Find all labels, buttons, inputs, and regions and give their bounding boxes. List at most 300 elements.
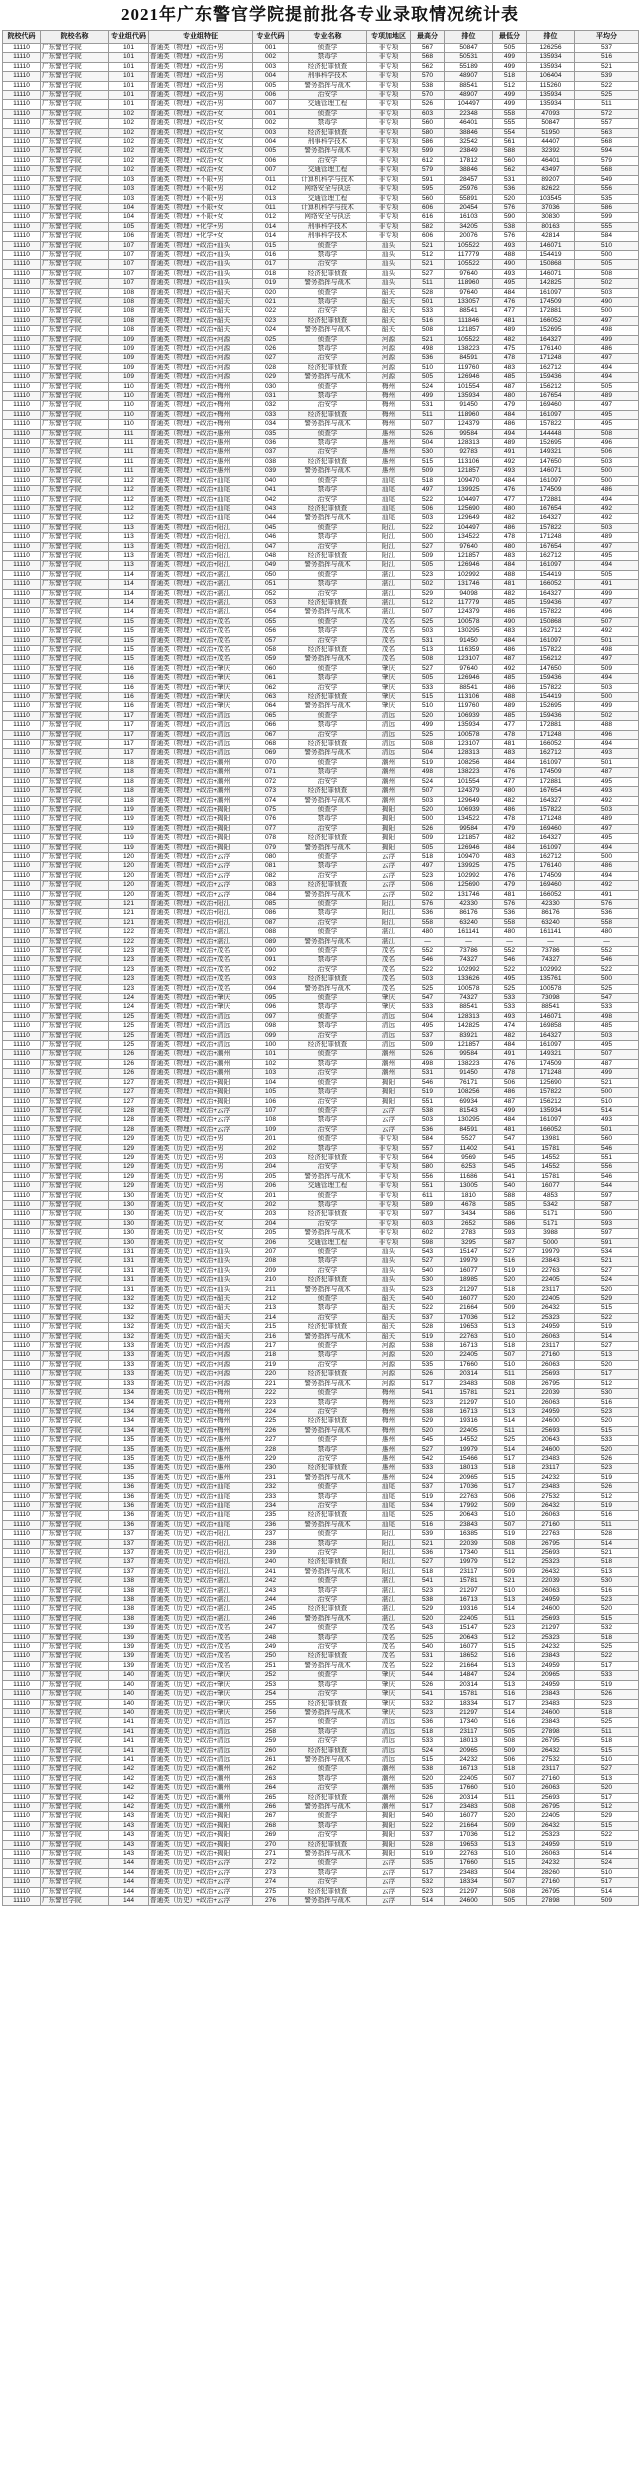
table-cell: 惠州 [367, 1464, 411, 1473]
table-cell: 137 [109, 1567, 149, 1576]
table-cell: 496 [575, 439, 639, 448]
table-row [3, 1473, 639, 1482]
table-cell: 079 [253, 843, 289, 852]
table-cell: 495 [575, 551, 639, 560]
table-cell: 480 [493, 787, 527, 796]
table-cell: 11110 [3, 787, 41, 796]
table-cell: 普通类（历史）+政治+汕尾 [149, 1501, 253, 1510]
table-cell: 486 [493, 608, 527, 617]
table-cell: 普通类（物理）+不限+男 [149, 175, 253, 184]
table-cell: 502 [411, 580, 445, 589]
table-cell: 23117 [445, 1567, 493, 1576]
table-cell: 545 [493, 1163, 527, 1172]
table-cell: 157822 [527, 1088, 575, 1097]
table-row [3, 128, 639, 137]
table-cell: 广东警官学院 [41, 213, 109, 222]
table-cell: 108256 [445, 1088, 493, 1097]
table-cell: 485 [493, 674, 527, 683]
table-cell: 广东警官学院 [41, 81, 109, 90]
table-cell: 治安学 [289, 542, 367, 551]
table-cell: 253 [253, 1680, 289, 1689]
table-row [3, 1022, 639, 1031]
table-cell: 广东警官学院 [41, 918, 109, 927]
table-cell: 侦查学 [289, 1812, 367, 1821]
table-cell: 113106 [445, 457, 493, 466]
table-cell: 11110 [3, 937, 41, 946]
table-cell: 082 [253, 871, 289, 880]
table-cell: 普通类（物理）+政治+清远 [149, 1041, 253, 1050]
table-cell: 484 [493, 636, 527, 645]
table-cell: 11110 [3, 448, 41, 457]
table-cell: 599 [575, 213, 639, 222]
table-cell: 普通类（物理）+政治+肇庆 [149, 1003, 253, 1012]
table-cell: 154419 [527, 570, 575, 579]
table-cell: 治安学 [289, 683, 367, 692]
table-cell: 529 [411, 1605, 445, 1614]
table-cell: 112 [109, 486, 149, 495]
table-cell: 138 [109, 1577, 149, 1586]
table-cell: 广东警官学院 [41, 1285, 109, 1294]
table-cell: 129 [109, 1135, 149, 1144]
table-cell: 84591 [445, 1125, 493, 1134]
table-cell: 普通类（物理）+化学+男 [149, 222, 253, 231]
table-cell: 侦查学 [289, 288, 367, 297]
table-cell: 11110 [3, 100, 41, 109]
table-cell: 梅州 [367, 382, 411, 391]
table-cell: 阳江 [367, 1530, 411, 1539]
table-cell: 禁毒学 [289, 1492, 367, 1501]
table-cell: 广东警官学院 [41, 1370, 109, 1379]
table-cell: 非专项 [367, 1219, 411, 1228]
table-cell: 523 [411, 570, 445, 579]
table-cell: 揭阳 [367, 1840, 411, 1849]
table-cell: 广东警官学院 [41, 899, 109, 908]
table-cell: 540 [411, 1643, 445, 1652]
table-cell: 521 [411, 260, 445, 269]
table-cell: 广东警官学院 [41, 1473, 109, 1482]
table-cell: 普通类（物理）+政治+阳江 [149, 551, 253, 560]
table-cell: 11110 [3, 1690, 41, 1699]
table-cell: 经济犯罪侦查 [289, 1210, 367, 1219]
table-cell: 506 [493, 1078, 527, 1087]
table-cell: 523 [575, 1596, 639, 1605]
table-cell: 25693 [527, 1549, 575, 1558]
table-cell: 云浮 [367, 862, 411, 871]
table-cell: 119 [109, 815, 149, 824]
table-cell: 504 [411, 749, 445, 758]
table-cell: 广东警官学院 [41, 890, 109, 899]
table-cell: 514 [575, 1106, 639, 1115]
table-cell: 15781 [445, 1389, 493, 1398]
table-cell: 122 [109, 928, 149, 937]
table-cell: 488 [493, 693, 527, 702]
table-cell: 530 [575, 1389, 639, 1398]
table-cell: 143 [109, 1850, 149, 1859]
table-cell: 523 [411, 871, 445, 880]
table-cell: 广东警官学院 [41, 1558, 109, 1567]
table-cell: 普通类（物理）+政治+湛江 [149, 580, 253, 589]
table-cell: 526 [575, 1454, 639, 1463]
table-cell: 警务指挥与战术 [289, 702, 367, 711]
table-cell: 刑事科学技术 [289, 222, 367, 231]
table-cell: 15466 [445, 1454, 493, 1463]
table-cell: 488 [575, 721, 639, 730]
table-cell: 131 [109, 1266, 149, 1275]
table-cell: 26063 [527, 1360, 575, 1369]
table-cell: 云浮 [367, 1106, 411, 1115]
table-cell: 广东警官学院 [41, 909, 109, 918]
table-row [3, 1012, 639, 1021]
table-cell: 268 [253, 1821, 289, 1830]
table-cell: 142 [109, 1802, 149, 1811]
table-cell: 098 [253, 1022, 289, 1031]
table-cell: 047 [253, 542, 289, 551]
table-cell: 汕尾 [367, 1511, 411, 1520]
table-cell: 024 [253, 326, 289, 335]
table-cell: 125 [109, 1022, 149, 1031]
table-cell: 28457 [445, 175, 493, 184]
table-cell: 11110 [3, 1059, 41, 1068]
table-cell: 056 [253, 627, 289, 636]
table-cell: 534 [575, 1248, 639, 1257]
table-cell: 162712 [527, 551, 575, 560]
table-cell: 489 [493, 702, 527, 711]
table-cell: 515 [493, 1859, 527, 1868]
table-cell: 130 [109, 1191, 149, 1200]
table-cell: 100578 [445, 617, 493, 626]
table-cell: 507 [575, 617, 639, 626]
table-cell: 肇庆 [367, 1690, 411, 1699]
table-cell: 警务指挥与战术 [289, 561, 367, 570]
table-cell: 556 [575, 1163, 639, 1172]
table-row [3, 1727, 639, 1736]
table-cell: 118 [109, 768, 149, 777]
table-cell: 513 [575, 1774, 639, 1783]
table-cell: 136 [109, 1501, 149, 1510]
table-cell: 115 [109, 627, 149, 636]
table-row [3, 937, 639, 946]
table-cell: 101 [109, 62, 149, 71]
table-cell: 侦查学 [289, 805, 367, 814]
table-cell: 11110 [3, 44, 41, 53]
table-cell: 508 [493, 1379, 527, 1388]
table-row [3, 213, 639, 222]
table-cell: 088 [253, 928, 289, 937]
table-cell: 阳江 [367, 561, 411, 570]
table-cell: 247 [253, 1624, 289, 1633]
table-cell: 11110 [3, 260, 41, 269]
table-cell: 22348 [445, 109, 493, 118]
table-cell: 普通类（物理）+政治+清远 [149, 1031, 253, 1040]
table-cell: 519 [411, 1332, 445, 1341]
table-cell: 广东警官学院 [41, 1511, 109, 1520]
table-row [3, 899, 639, 908]
table-cell: 531 [411, 1652, 445, 1661]
table-cell: 侦查学 [289, 1483, 367, 1492]
header-row [3, 31, 639, 44]
table-cell: 88541 [527, 1003, 575, 1012]
table-cell: 侦查学 [289, 928, 367, 937]
table-cell: 普通类（物理）+不限+女 [149, 213, 253, 222]
table-cell: 广东警官学院 [41, 711, 109, 720]
table-cell: 普通类（物理）+政治+女 [149, 138, 253, 147]
table-cell: 普通类（物理）+政治+清远 [149, 721, 253, 730]
table-cell: 广东警官学院 [41, 758, 109, 767]
table-cell: 广东警官学院 [41, 401, 109, 410]
table-cell: 广东警官学院 [41, 1012, 109, 1021]
table-cell: 021 [253, 297, 289, 306]
table-cell: 11110 [3, 627, 41, 636]
table-cell: 499 [493, 62, 527, 71]
table-cell: 139925 [445, 862, 493, 871]
table-cell: 109 [253, 1125, 289, 1134]
table-cell: 508 [493, 1539, 527, 1548]
table-cell: 606 [411, 232, 445, 241]
table-cell: 126946 [445, 843, 493, 852]
table-cell: 513 [493, 1596, 527, 1605]
table-cell: 禁毒学 [289, 53, 367, 62]
table-row [3, 335, 639, 344]
table-row [3, 1360, 639, 1369]
table-cell: 26432 [527, 1746, 575, 1755]
table-cell: 治安学 [289, 1690, 367, 1699]
table-cell: 潮州 [367, 1774, 411, 1783]
table-cell: 579 [411, 166, 445, 175]
table-cell: 普通类（物理）+政治+阳江 [149, 909, 253, 918]
table-cell: 114 [109, 598, 149, 607]
table-cell: 11110 [3, 881, 41, 890]
table-cell: 505 [575, 570, 639, 579]
table-cell: 572 [575, 109, 639, 118]
table-cell: 142 [109, 1784, 149, 1793]
table-cell: 26063 [527, 1784, 575, 1793]
table-cell: 055 [253, 617, 289, 626]
table-cell: 030 [253, 382, 289, 391]
table-cell: 533 [493, 1003, 527, 1012]
table-row [3, 984, 639, 993]
table-cell: 清远 [367, 1022, 411, 1031]
table-cell: 普通类（历史）+政治+男 [149, 1135, 253, 1144]
table-cell: 508 [575, 269, 639, 278]
table-cell: 023 [253, 316, 289, 325]
table-cell: 81543 [445, 1106, 493, 1115]
table-cell: 广东警官学院 [41, 1859, 109, 1868]
table-cell: 湛江 [367, 608, 411, 617]
table-row [3, 1596, 639, 1605]
table-cell: 481 [493, 1125, 527, 1134]
table-cell: 134 [109, 1398, 149, 1407]
table-cell: 085 [253, 899, 289, 908]
table-cell: 阳江 [367, 899, 411, 908]
table-cell: 11110 [3, 852, 41, 861]
table-cell: 532 [411, 1699, 445, 1708]
table-cell: 11110 [3, 1012, 41, 1021]
table-cell: 广东警官学院 [41, 1793, 109, 1802]
table-cell: 侦查学 [289, 899, 367, 908]
table-cell: 16077 [527, 1182, 575, 1191]
table-cell: 普通类（物理）+政治+潮州 [149, 796, 253, 805]
table-cell: 11110 [3, 805, 41, 814]
table-cell: 21297 [445, 1285, 493, 1294]
table-cell: 544 [411, 1671, 445, 1680]
table-cell: 11110 [3, 486, 41, 495]
table-row [3, 1106, 639, 1115]
table-cell: 11110 [3, 457, 41, 466]
table-cell: 11110 [3, 1859, 41, 1868]
table-cell: 101 [109, 100, 149, 109]
table-cell: 162712 [527, 749, 575, 758]
table-cell: 135934 [527, 53, 575, 62]
table-cell: 普通类（物理）+政治+河源 [149, 373, 253, 382]
table-cell: 526 [411, 1793, 445, 1802]
table-cell: 广东警官学院 [41, 683, 109, 692]
table-cell: 17036 [445, 1831, 493, 1840]
table-cell: 11110 [3, 1398, 41, 1407]
table-cell: 警务指挥与战术 [289, 1614, 367, 1623]
table-cell: 552 [493, 947, 527, 956]
table-cell: 普通类（物理）+政治+肇庆 [149, 693, 253, 702]
table-cell: 124379 [445, 420, 493, 429]
table-cell: 144448 [527, 429, 575, 438]
table-cell: 侦查学 [289, 1248, 367, 1257]
table-cell: 114 [109, 589, 149, 598]
table-cell: 11110 [3, 1041, 41, 1050]
table-cell: 广东警官学院 [41, 937, 109, 946]
table-cell: 602 [411, 1229, 445, 1238]
table-cell: 16713 [445, 1596, 493, 1605]
table-cell: 510 [493, 1332, 527, 1341]
table-cell: 3988 [527, 1229, 575, 1238]
table-cell: 11110 [3, 1878, 41, 1887]
table-cell: 113 [109, 542, 149, 551]
table-cell: 541 [493, 1144, 527, 1153]
table-cell: 114 [109, 608, 149, 617]
table-cell: 524 [575, 1859, 639, 1868]
table-cell: 普通类（物理）+政治+惠州 [149, 439, 253, 448]
table-cell: 141 [109, 1737, 149, 1746]
column-header: 院校代码 [3, 31, 41, 44]
table-cell: 545 [493, 1153, 527, 1162]
table-cell: 普通类（历史）+政治+女 [149, 1219, 253, 1228]
table-cell: 普通类（物理）+政治+女 [149, 147, 253, 156]
table-cell: 511 [493, 1549, 527, 1558]
table-cell: 130 [109, 1238, 149, 1247]
table-row [3, 1774, 639, 1783]
table-cell: 广东警官学院 [41, 203, 109, 212]
table-cell: 广东警官学院 [41, 1050, 109, 1059]
table-cell: 17660 [445, 1360, 493, 1369]
table-cell: 115 [109, 655, 149, 664]
table-cell: 11110 [3, 1680, 41, 1689]
table-row [3, 100, 639, 109]
table-cell: 547 [575, 994, 639, 1003]
table-cell: 523 [411, 1285, 445, 1294]
table-cell: 42330 [527, 899, 575, 908]
table-cell: 113 [109, 561, 149, 570]
table-cell: 茂名 [367, 1643, 411, 1652]
table-cell: 22405 [445, 1774, 493, 1783]
table-cell: 22405 [445, 1426, 493, 1435]
table-cell: 514 [575, 1539, 639, 1548]
table-cell: 11110 [3, 194, 41, 203]
table-cell: 536 [493, 185, 527, 194]
table-cell: 527 [575, 1266, 639, 1275]
table-cell: 594 [575, 147, 639, 156]
table-row [3, 1069, 639, 1078]
table-cell: 11110 [3, 580, 41, 589]
table-cell: 493 [575, 787, 639, 796]
table-cell: 惠州 [367, 457, 411, 466]
table-cell: 11110 [3, 1266, 41, 1275]
table-cell: 164327 [527, 335, 575, 344]
table-cell: 520 [411, 1426, 445, 1435]
table-cell: 532 [575, 1624, 639, 1633]
table-cell: 11110 [3, 1558, 41, 1567]
table-cell: 广东警官学院 [41, 994, 109, 1003]
table-cell: 交通管理工程 [289, 100, 367, 109]
table-cell: 汕尾 [367, 476, 411, 485]
table-cell: 非专项 [367, 166, 411, 175]
table-cell: 侦查学 [289, 1436, 367, 1445]
table-cell: 11110 [3, 1106, 41, 1115]
table-cell: 经济犯罪侦查 [289, 1652, 367, 1661]
table-cell: 22039 [527, 1577, 575, 1586]
table-cell: 普通类（历史）+政治+韶关 [149, 1313, 253, 1322]
table-cell: 522 [575, 81, 639, 90]
table-cell: 499 [575, 589, 639, 598]
table-cell: 117779 [445, 250, 493, 259]
table-cell: 514 [575, 1332, 639, 1341]
table-cell: 586 [493, 1210, 527, 1219]
table-cell: 治安学 [289, 1097, 367, 1106]
table-cell: 502 [575, 711, 639, 720]
table-cell: 508 [411, 655, 445, 664]
table-cell: 19316 [445, 1417, 493, 1426]
table-cell: 11110 [3, 1850, 41, 1859]
table-cell: 142825 [527, 279, 575, 288]
table-cell: 134 [109, 1389, 149, 1398]
table-cell: 519 [575, 1473, 639, 1482]
table-cell: 527 [493, 1248, 527, 1257]
table-cell: 492 [575, 627, 639, 636]
table-cell: 广东警官学院 [41, 570, 109, 579]
table-row [3, 1172, 639, 1181]
table-row [3, 1483, 639, 1492]
table-cell: 普通类（物理）+政治+肇庆 [149, 664, 253, 673]
table-cell: 580 [411, 128, 445, 137]
table-cell: 广东警官学院 [41, 128, 109, 137]
table-cell: 067 [253, 730, 289, 739]
table-cell: 140 [109, 1690, 149, 1699]
table-cell: 侦查学 [289, 1342, 367, 1351]
table-cell: 11110 [3, 589, 41, 598]
table-cell: 11110 [3, 1727, 41, 1736]
table-cell: 502 [575, 279, 639, 288]
table-cell: 11110 [3, 523, 41, 532]
table-cell: 广东警官学院 [41, 646, 109, 655]
table-cell: 普通类（物理）+政治+河源 [149, 345, 253, 354]
table-cell: 汕尾 [367, 1520, 411, 1529]
table-cell: 潮州 [367, 1802, 411, 1811]
table-row [3, 1840, 639, 1849]
table-row [3, 382, 639, 391]
table-cell: 88541 [445, 81, 493, 90]
table-cell: — [527, 937, 575, 946]
table-cell: — [493, 937, 527, 946]
table-cell: 513 [411, 646, 445, 655]
table-cell: 广东警官学院 [41, 580, 109, 589]
table-cell: 广东警官学院 [41, 62, 109, 71]
